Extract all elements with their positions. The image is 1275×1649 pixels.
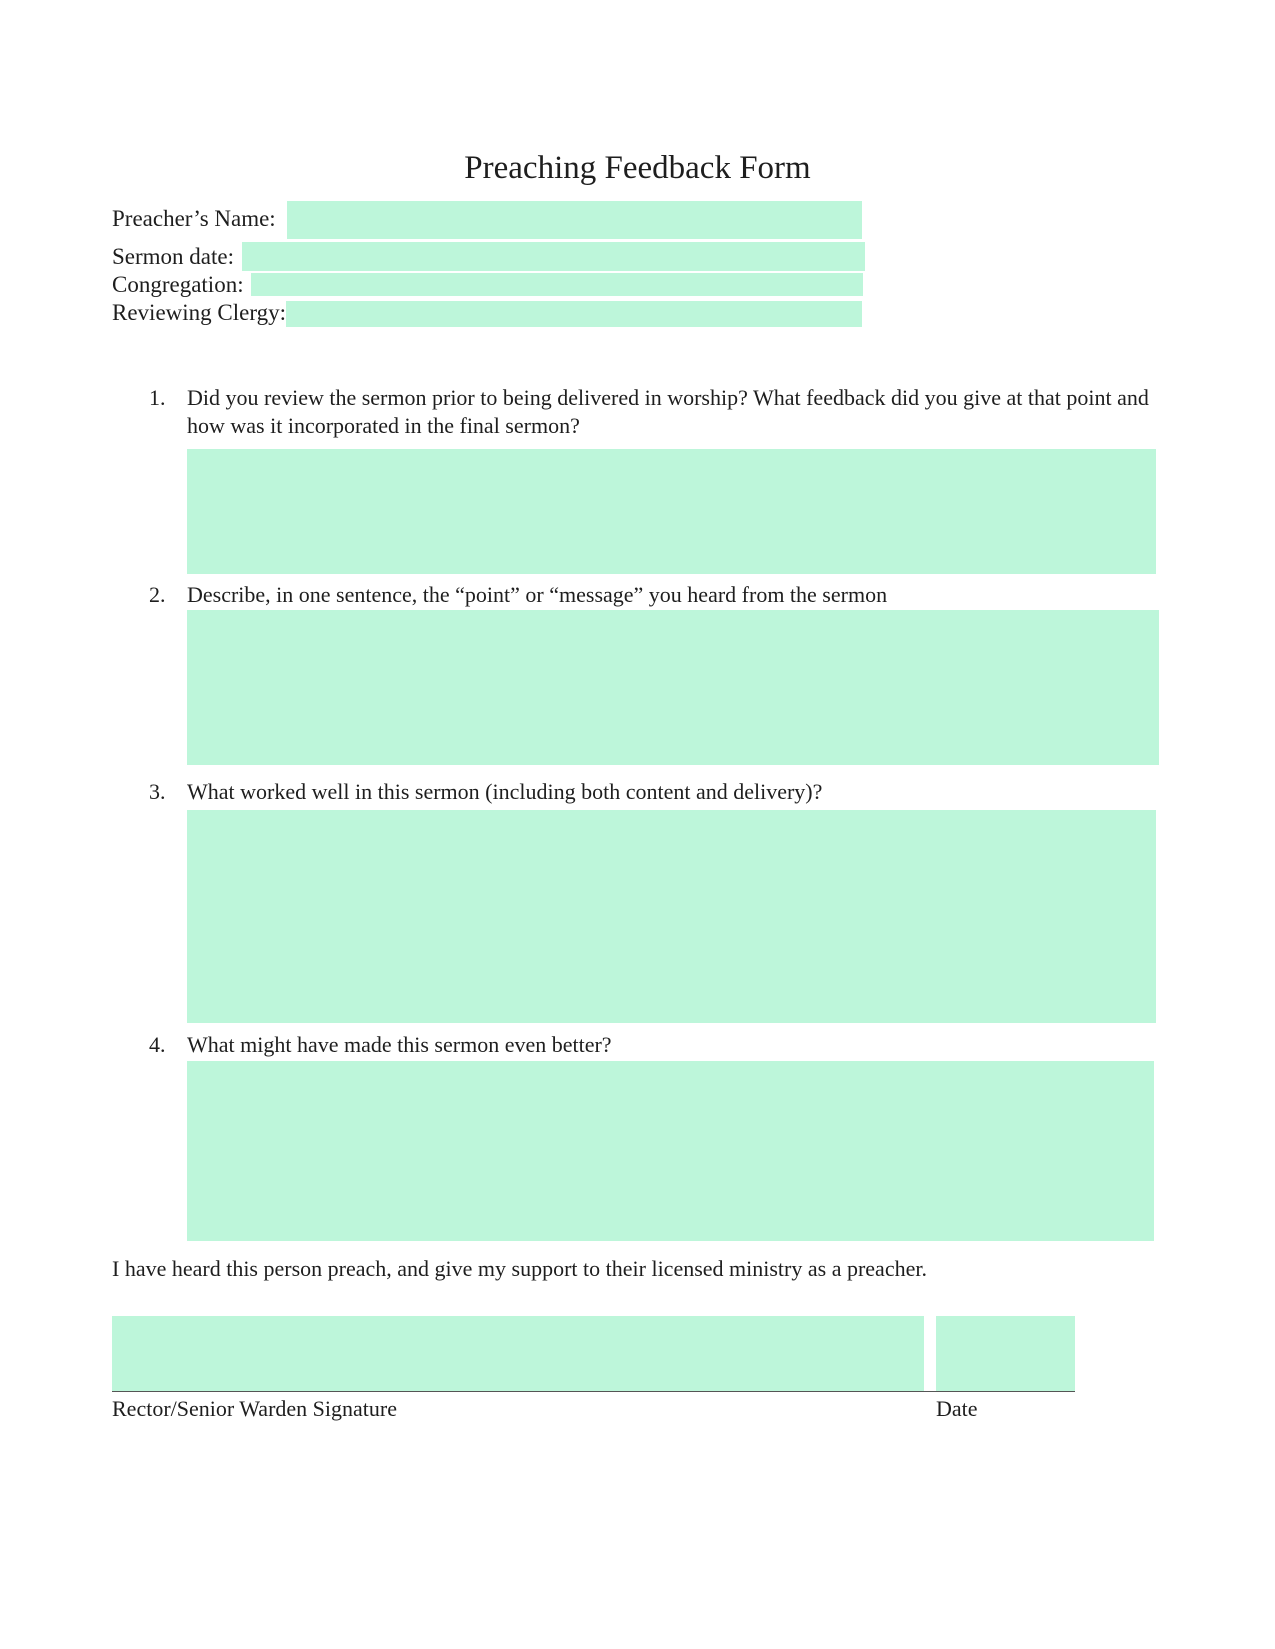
support-statement: I have heard this person preach, and give my support to their licensed ministry as a preacher. [112,1256,927,1281]
signature-line [112,1391,1075,1392]
congregation-field[interactable] [251,273,863,296]
sermon-date-field[interactable] [242,242,865,271]
question-2-text: Describe, in one sentence, the “point” or “message” you heard from the sermon [187,582,888,607]
signature-field[interactable] [112,1316,924,1391]
question-3-number: 3. [149,779,166,804]
question-1-answer-field[interactable] [187,449,1156,574]
question-4-answer-field[interactable] [187,1061,1154,1241]
date-field[interactable] [936,1316,1075,1391]
question-1-number: 1. [149,385,166,410]
question-4-number: 4. [149,1032,166,1057]
reviewing-clergy-field[interactable] [286,301,862,327]
preacher-name-field[interactable] [287,201,862,239]
question-3-text: What worked well in this sermon (including both content and delivery)? [187,779,823,804]
reviewing-clergy-label: Reviewing Clergy: [112,300,286,325]
date-label: Date [936,1396,978,1421]
sermon-date-label: Sermon date: [112,244,234,269]
signature-label: Rector/Senior Warden Signature [112,1396,397,1421]
question-1-text: Did you review the sermon prior to being delivered in worship? What feedback did you give at that point and how was it incorporated in the final sermon? [187,385,1149,438]
question-3-answer-field[interactable] [187,810,1156,1023]
question-2-answer-field[interactable] [187,610,1159,765]
question-4-text: What might have made this sermon even better? [187,1032,612,1057]
form-title: Preaching Feedback Form [464,150,811,186]
congregation-label: Congregation: [112,272,244,297]
preacher-name-label: Preacher’s Name: [112,206,276,231]
question-2-number: 2. [149,582,166,607]
